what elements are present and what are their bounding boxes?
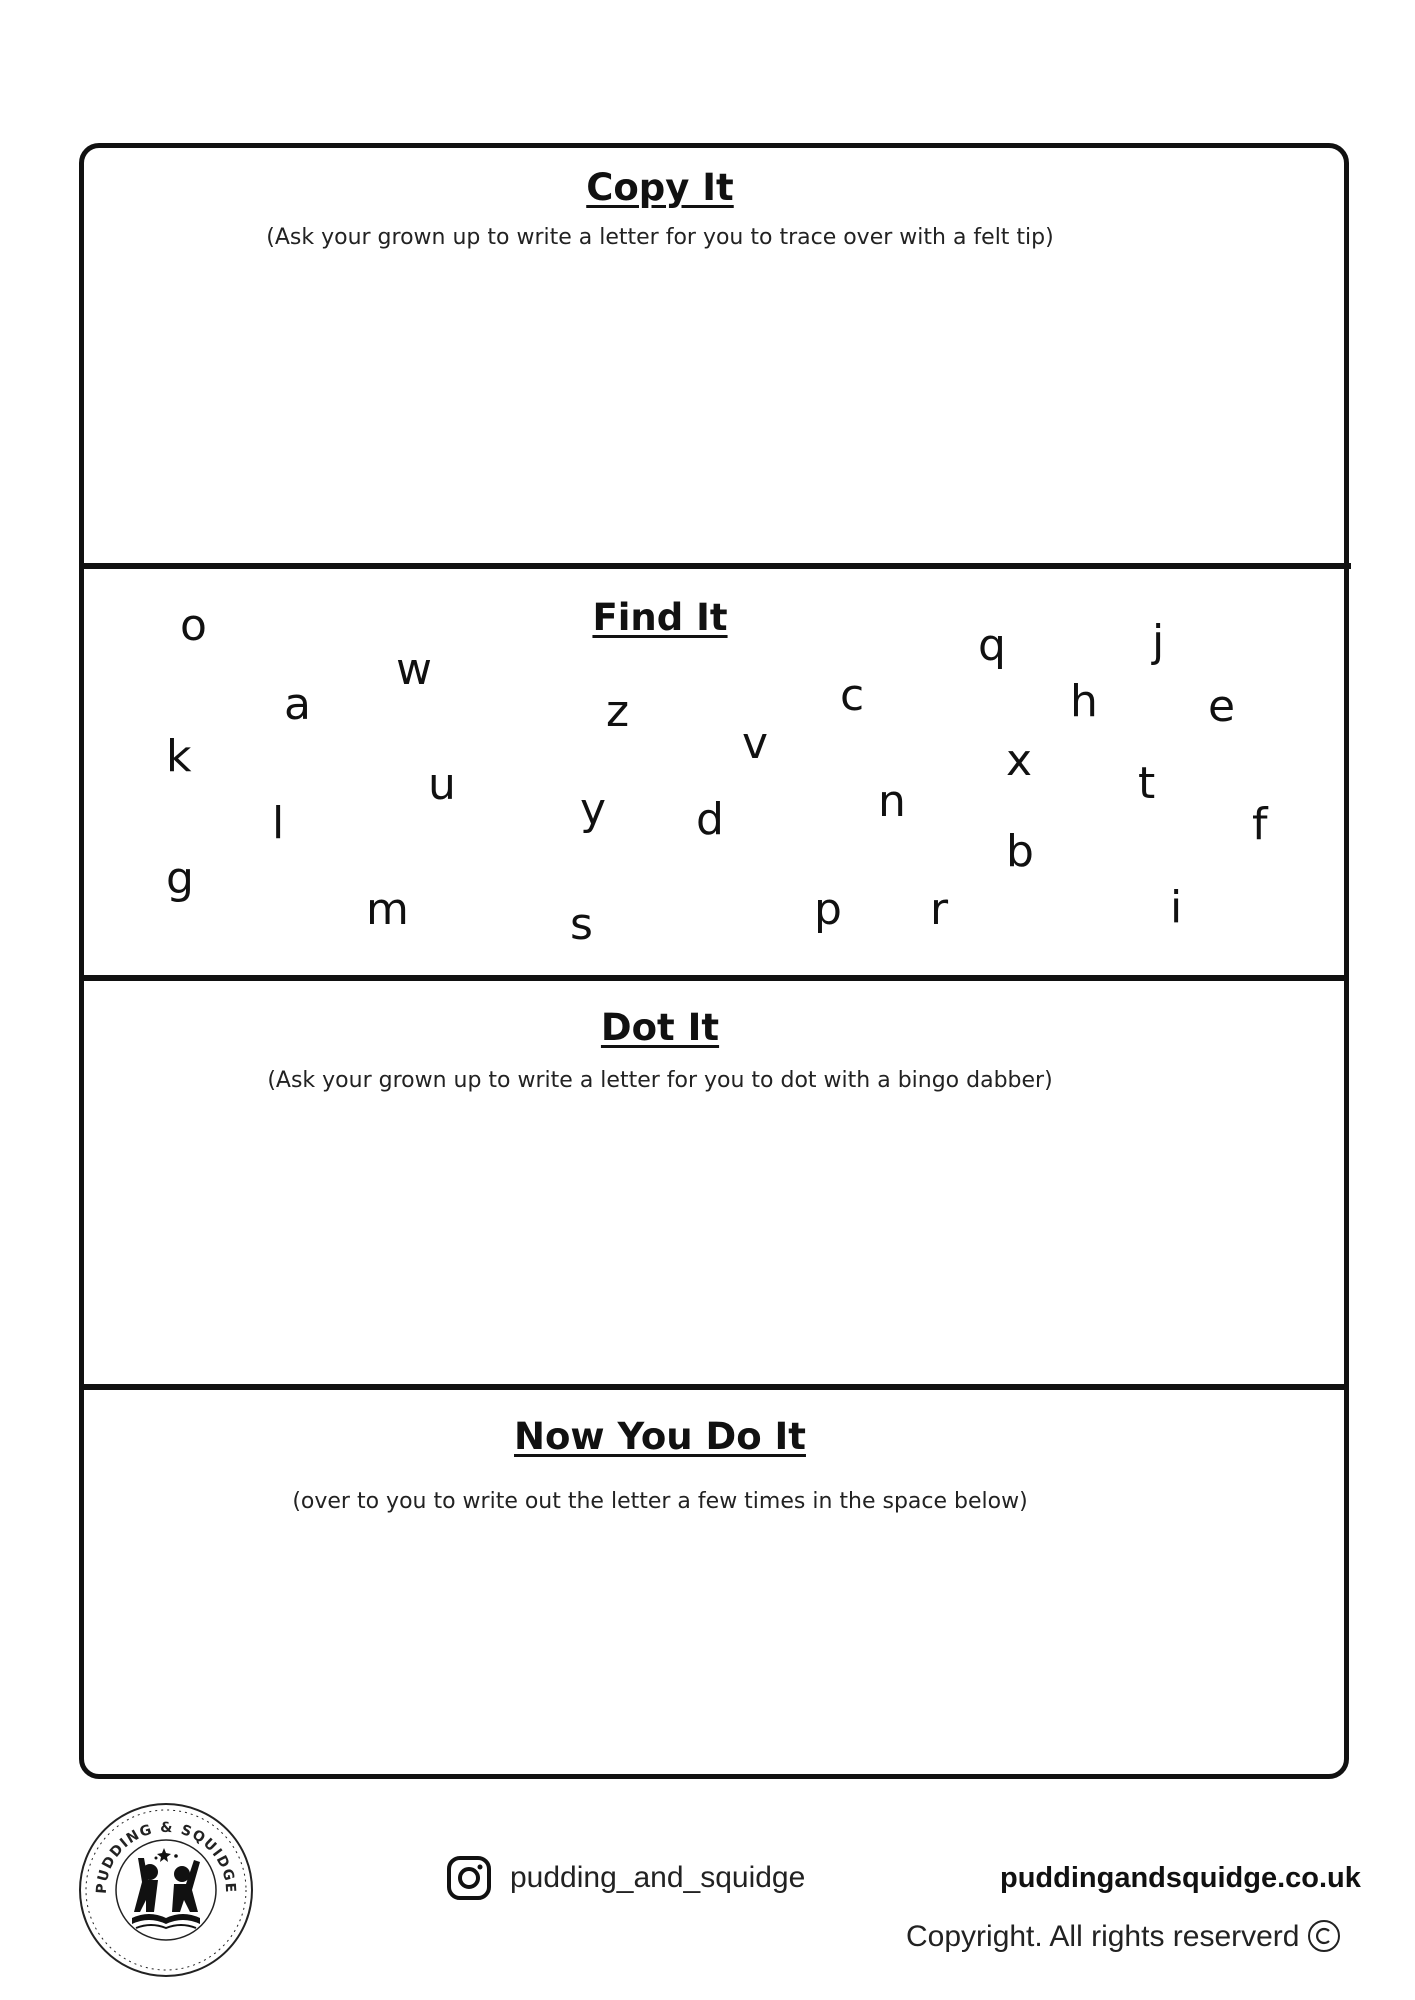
find-letter-d[interactable]: d [696,794,724,845]
find-letter-n[interactable]: n [878,776,906,827]
find-letter-c[interactable]: c [840,670,865,721]
now-you-do-it-title: Now You Do It [514,1415,806,1458]
find-letter-f[interactable]: f [1252,799,1268,850]
brand-logo [76,1800,256,1980]
find-it-title: Find It [592,596,728,639]
copyright-text: Copyright. All rights reserverd [906,1920,1300,1953]
svg-text:PUDDING & SQUIDGE: PUDDING & SQUIDGE [93,1819,239,1895]
find-letter-a[interactable]: a [284,679,311,730]
dot-it-title: Dot It [600,1006,720,1049]
copy-it-title: Copy It [586,166,734,209]
instagram-handle[interactable]: pudding_and_squidge [510,1861,806,1894]
copy-it-instructions: (Ask your grown up to write a letter for you to trace over with a felt tip) [266,225,1054,250]
divider-copy-find [79,563,1351,569]
divider-find-dot [79,975,1345,981]
find-letter-l[interactable]: l [272,798,285,849]
find-letter-t[interactable]: t [1138,758,1156,809]
find-letter-o[interactable]: o [180,600,207,651]
find-letter-u[interactable]: u [428,759,456,810]
find-letter-g[interactable]: g [166,853,194,904]
find-letter-h[interactable]: h [1070,676,1098,727]
find-letter-z[interactable]: z [606,686,630,737]
copyright-icon [1306,1918,1342,1954]
find-letter-j[interactable]: j [1152,616,1165,667]
dot-it-area[interactable] [90,1110,1340,1378]
find-letter-s[interactable]: s [570,899,593,950]
find-letter-m[interactable]: m [366,884,409,935]
find-letter-k[interactable]: k [166,731,192,782]
copy-it-area[interactable] [90,270,1340,555]
now-you-do-it-instructions: (over to you to write out the letter a few times in the space below) [292,1489,1028,1514]
divider-dot-now [79,1384,1345,1390]
find-letter-v[interactable]: v [742,718,769,769]
instagram-icon[interactable] [446,1855,492,1901]
find-it-area [84,570,1346,974]
now-you-do-it-area[interactable] [90,1530,1340,1765]
find-letter-p[interactable]: p [814,884,842,935]
website-link[interactable]: puddingandsquidge.co.uk [1000,1862,1361,1894]
find-letter-b[interactable]: b [1006,826,1034,877]
find-letter-x[interactable]: x [1006,735,1033,786]
find-letter-i[interactable]: i [1170,882,1183,933]
dot-it-instructions: (Ask your grown up to write a letter for you to dot with a bingo dabber) [267,1068,1053,1093]
find-letter-y[interactable]: y [580,784,607,835]
find-letter-q[interactable]: q [978,620,1006,671]
find-letter-w[interactable]: w [396,644,432,695]
find-letter-e[interactable]: e [1208,681,1236,732]
find-letter-r[interactable]: r [930,884,949,935]
